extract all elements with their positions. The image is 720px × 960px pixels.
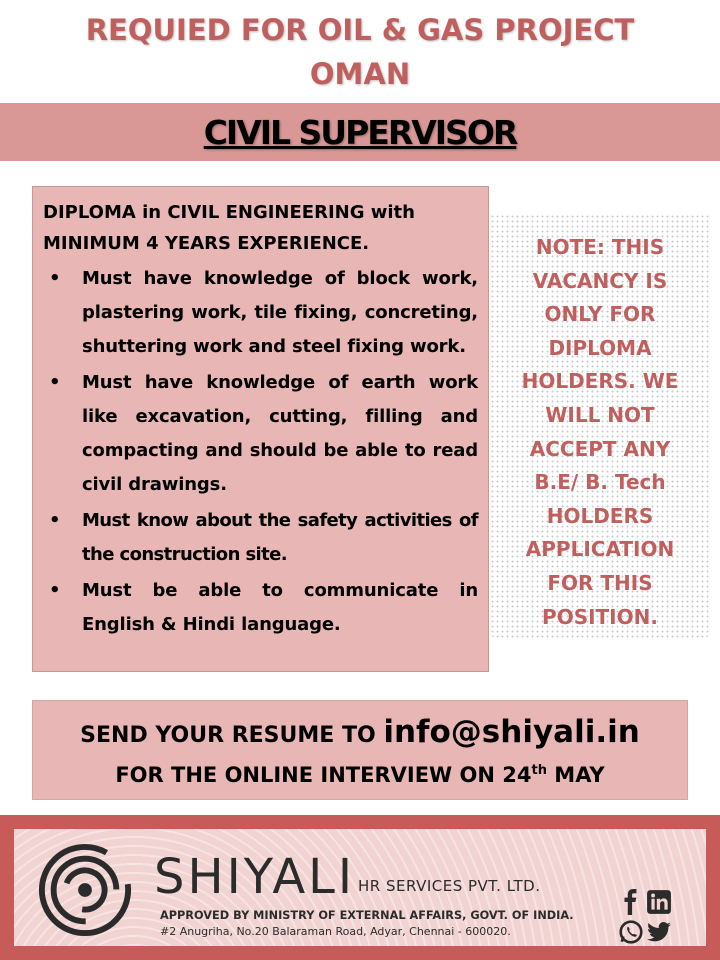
- bullet-icon: •: [49, 510, 60, 531]
- note-line: FOR THIS: [547, 570, 653, 595]
- company-address: #2 Anugriha, No.20 Balaraman Road, Adyar, Chennai - 600020.: [160, 925, 511, 938]
- interview-line: [33, 757, 687, 793]
- note-line: WILL NOT: [545, 402, 655, 427]
- title-line-2: OMAN: [309, 57, 411, 91]
- linkedin-icon[interactable]: [646, 889, 672, 915]
- requirements-heading-2: MINIMUM 4 YEARS EXPERIENCE.: [43, 233, 370, 254]
- note-line: ONLY FOR: [544, 302, 656, 327]
- approval-text: APPROVED BY MINISTRY OF EXTERNAL AFFAIRS, GOVT. OF INDIA.: [160, 909, 574, 922]
- requirement-item: • Must be able to communicate in English & Hindi language.: [43, 574, 478, 642]
- note-line: ACCEPT ANY: [529, 436, 671, 461]
- twitter-icon[interactable]: [646, 919, 672, 945]
- send-resume-line: [33, 709, 687, 759]
- note-line: B.E/ B. Tech: [534, 470, 666, 495]
- requirements-list: [43, 262, 478, 642]
- note-line: HOLDERS: [546, 503, 654, 528]
- footer: [0, 815, 720, 960]
- company-name: SHIYALI: [154, 849, 356, 905]
- whatsapp-icon[interactable]: [618, 919, 644, 945]
- note-line: POSITION.: [542, 604, 658, 629]
- requirements-heading-1: DIPLOMA in CIVIL ENGINEERING with: [43, 202, 415, 223]
- requirement-item: • Must have knowledge of earth work like excavation, cutting, filling and compacting and should be able to read civil drawings.: [43, 366, 478, 502]
- note-line: VACANCY IS: [532, 268, 668, 293]
- requirements-box: [32, 186, 489, 672]
- send-resume-text: SEND YOUR RESUME TO: [80, 723, 384, 748]
- note-line: APPLICATION: [525, 537, 675, 562]
- bullet-icon: •: [49, 268, 61, 289]
- role-band: [0, 103, 720, 161]
- interview-date-suffix: th: [531, 763, 547, 778]
- note-line: DIPLOMA: [548, 335, 652, 360]
- requirement-item: • Must have knowledge of block work, plastering work, tile fixing, concreting, shuttering work and steel fixing work.: [43, 262, 478, 364]
- company-subtitle: HR SERVICES PVT. LTD.: [358, 877, 541, 895]
- email-link[interactable]: info@shiyali.in: [383, 714, 640, 750]
- requirement-item: • Must know about the safety activities of the construction site.: [43, 504, 478, 572]
- note-line: NOTE: THIS: [535, 235, 665, 259]
- bullet-icon: •: [49, 580, 61, 601]
- role-title: CIVIL SUPERVISOR: [203, 112, 517, 152]
- facebook-icon[interactable]: [618, 889, 644, 915]
- interview-month: MAY: [546, 763, 605, 787]
- note-line: HOLDERS. WE: [521, 369, 679, 394]
- contact-box: [32, 700, 688, 800]
- shiyali-logo-icon: [36, 841, 134, 939]
- company-card: [14, 829, 706, 946]
- title-line-1: REQUIED FOR OIL & GAS PROJECT: [85, 13, 635, 47]
- note-box: [490, 214, 710, 638]
- poster-title: [0, 8, 720, 96]
- interview-text: FOR THE ONLINE INTERVIEW ON 24: [115, 763, 532, 787]
- bullet-icon: •: [49, 372, 61, 393]
- note-text: [490, 231, 710, 634]
